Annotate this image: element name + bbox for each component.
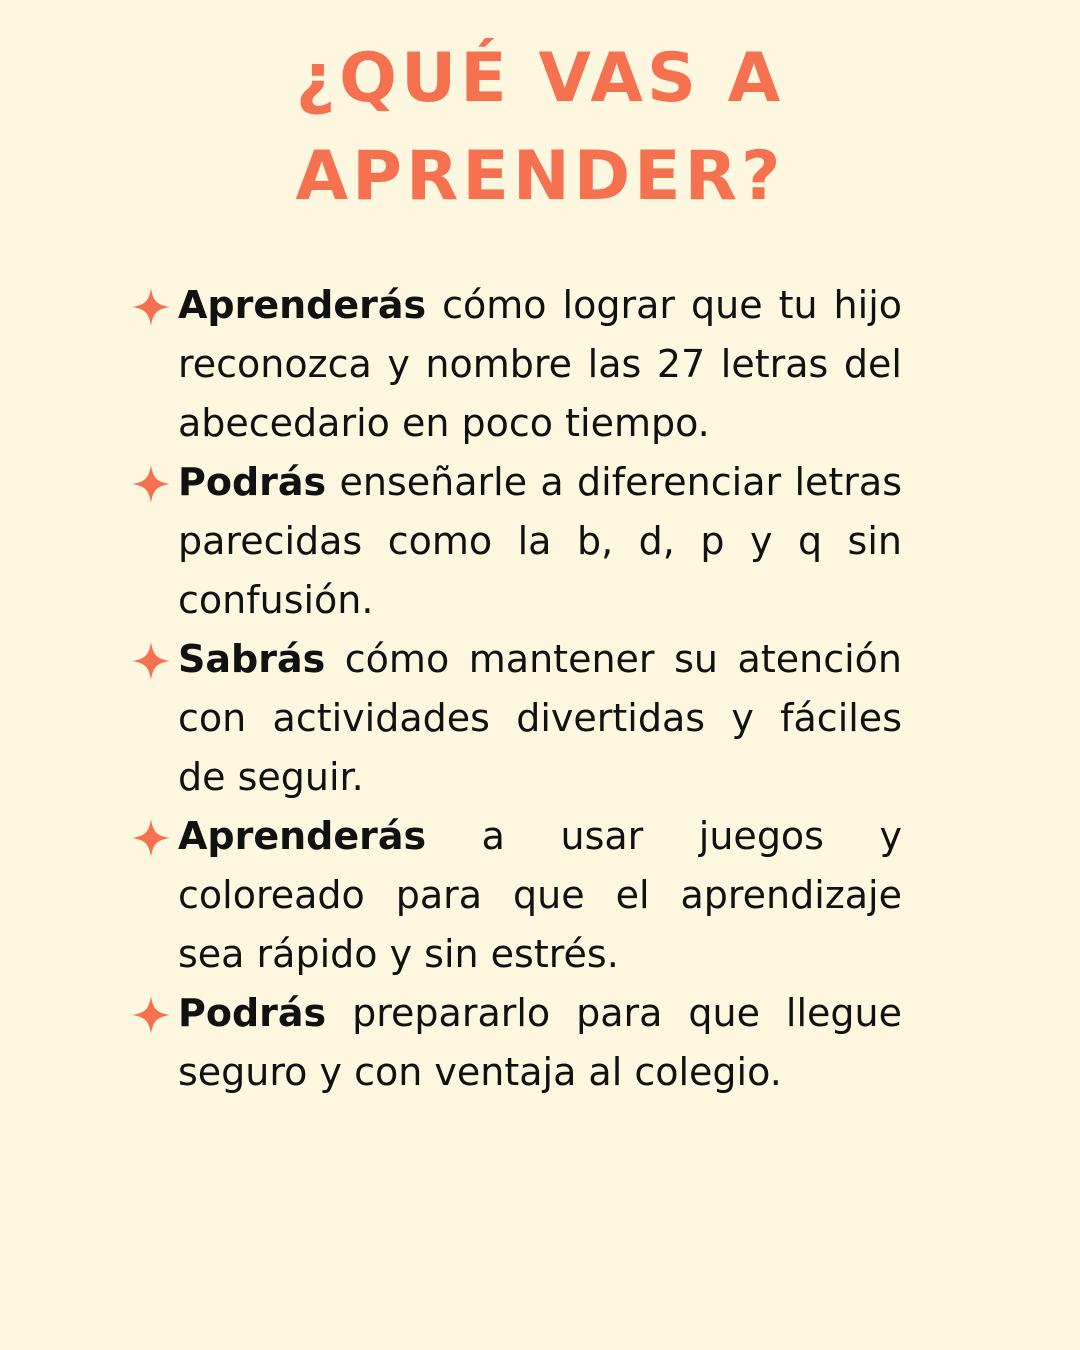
item-lead: Podrás bbox=[178, 991, 327, 1035]
page-title bbox=[0, 30, 1080, 226]
list-item bbox=[130, 807, 902, 984]
page-title-line-2: APRENDER? bbox=[295, 137, 785, 216]
learning-list bbox=[130, 276, 902, 1102]
item-text: enseñarle a diferenciar letras parecidas como la b, d, p y q sin confusión. bbox=[178, 460, 902, 622]
item-text: cómo mantener su atención con actividades divertidas y fáciles de seguir. bbox=[178, 637, 902, 799]
item-lead: Aprenderás bbox=[178, 814, 427, 858]
sparkle-icon bbox=[130, 463, 172, 505]
item-lead: Podrás bbox=[178, 460, 327, 504]
item-text: cómo lograr que tu hijo reconozca y nombre las 27 letras del abecedario en poco tiempo. bbox=[178, 283, 902, 445]
list-item bbox=[130, 453, 902, 630]
sparkle-icon bbox=[130, 640, 172, 682]
sparkle-icon bbox=[130, 286, 172, 328]
list-item bbox=[130, 276, 902, 453]
sparkle-icon bbox=[130, 817, 172, 859]
item-text: a usar juegos y coloreado para que el aprendizaje sea rápido y sin estrés. bbox=[178, 814, 902, 976]
item-lead: Aprenderás bbox=[178, 283, 427, 327]
sparkle-icon bbox=[130, 994, 172, 1036]
list-item bbox=[130, 984, 902, 1102]
item-lead: Sabrás bbox=[178, 637, 326, 681]
item-text: prepararlo para que llegue seguro y con ventaja al colegio. bbox=[178, 991, 902, 1094]
list-item bbox=[130, 630, 902, 807]
page-title-line-1: ¿QUÉ VAS A bbox=[295, 39, 785, 118]
